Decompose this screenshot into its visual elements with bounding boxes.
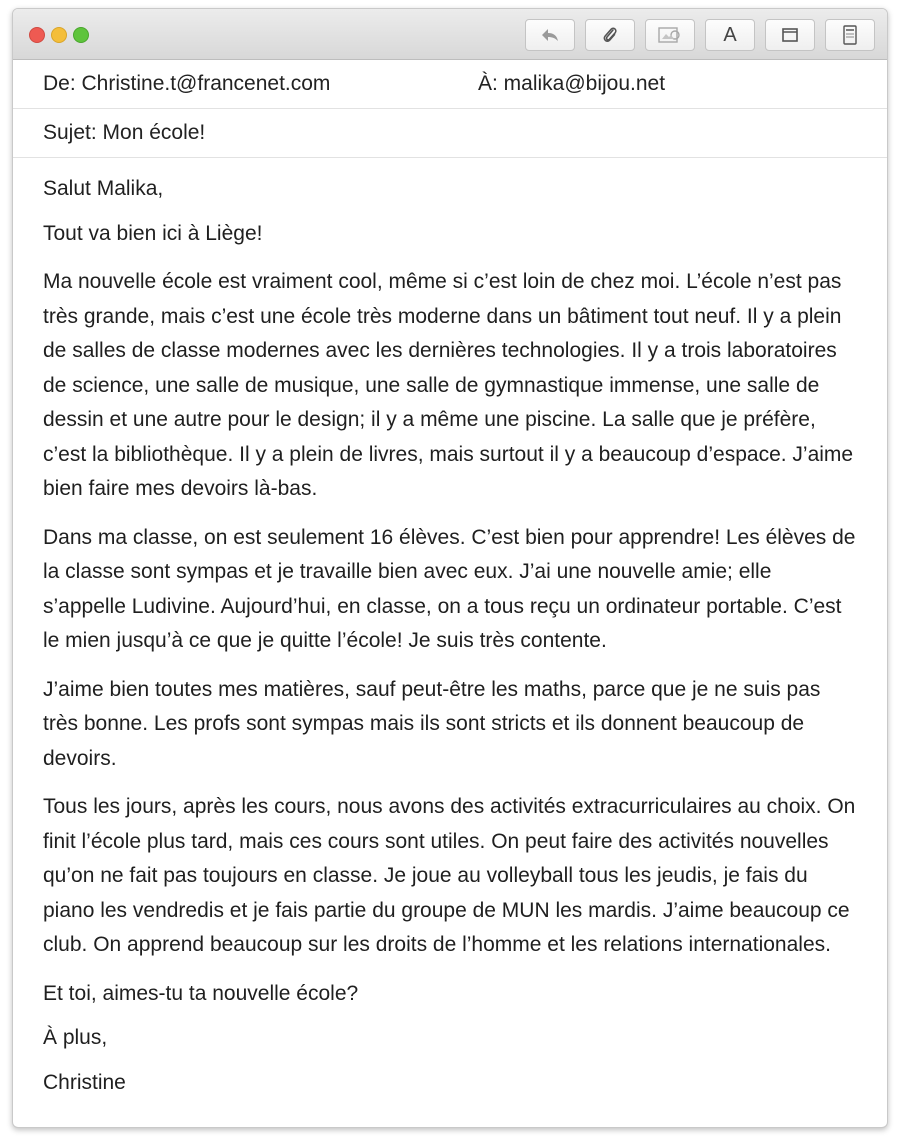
subject-field[interactable]: Sujet: Mon école! <box>43 121 206 144</box>
zoom-window-button[interactable] <box>73 27 89 43</box>
intro-line: Tout va bien ici à Liège! <box>43 221 263 245</box>
paragraph-activities: Tous les jours, après les cours, nous avons des activités extracurriculaires au choix. On finit l’école plus tard, mais ces cours sont utiles. On peut faire des activités nouvelles qu’on ne fait pas toujours en classe. Je joue au volleyball tous les jeudis, je fais du piano les vendredis et je fais partie du groupe de MUN les mardis. J’aime beaucoup ce club. On apprend beaucoup sur les droits de l’homme et les relations internationales. <box>43 795 856 956</box>
paragraph-school: Ma nouvelle école est vraiment cool, même si c’est loin de chez moi. L’école n’est pas très grande, mais c’est une école très moderne dans un bâtiment tout neuf. Il y a plein de salles de classe modernes avec les dernières technologies. Il y a trois laboratoires de science, une salle de musique, une salle de gymnastique immense, une salle de dessin et une autre pour le design; il y a même une piscine. La salle que je préfère, c’est la bibliothèque. Il y a plein de livres, mais surtout il y a beaucoup d’espace. J’aime bien faire mes devoirs là-bas. <box>43 270 854 500</box>
reply-button[interactable] <box>525 19 575 51</box>
paragraph-subjects: J’aime bien toutes mes matières, sauf peut-être les maths, parce que je ne suis pas très bonne. Les profs sont sympas mais ils sont stricts et ils donnent beaucoup de devoirs. <box>43 677 821 770</box>
close-window-button[interactable] <box>29 27 45 43</box>
to-field[interactable]: À: malika@bijou.net <box>478 72 666 95</box>
photo-icon <box>658 26 682 44</box>
notes-button[interactable] <box>825 19 875 51</box>
question-line: Et toi, aimes-tu ta nouvelle école? <box>43 981 359 1005</box>
window-button[interactable] <box>765 19 815 51</box>
closing-line: À plus, <box>43 1026 108 1049</box>
toolbar <box>525 19 875 51</box>
attach-button[interactable] <box>585 19 635 51</box>
title-bar <box>13 9 887 60</box>
paragraph-class: Dans ma classe, on est seulement 16 élèves. C’est bien pour apprendre! Les élèves de la classe sont sympas et je travaille bien avec eux. J’ai une nouvelle amie; elle s’appelle Ludivine. Aujourd’hui, en classe, on a tous reçu un ordinateur portable. C’est le mien jusqu’à ce que je quitte l’école! Je suis très contente. <box>43 525 856 652</box>
window-icon <box>781 27 799 43</box>
font-icon: A <box>723 23 737 46</box>
minimize-window-button[interactable] <box>51 27 67 43</box>
signature: Christine <box>43 1070 126 1094</box>
subject-row <box>13 109 887 158</box>
font-button[interactable] <box>705 19 755 51</box>
email-window <box>12 8 888 1128</box>
address-row <box>13 60 887 109</box>
reply-icon <box>540 27 560 43</box>
message-body[interactable] <box>13 158 887 1100</box>
from-field[interactable]: De: Christine.t@francenet.com <box>43 72 331 95</box>
photo-button[interactable] <box>645 19 695 51</box>
greeting: Salut Malika, <box>43 177 164 200</box>
paperclip-icon <box>602 25 618 45</box>
notes-icon <box>842 25 858 45</box>
